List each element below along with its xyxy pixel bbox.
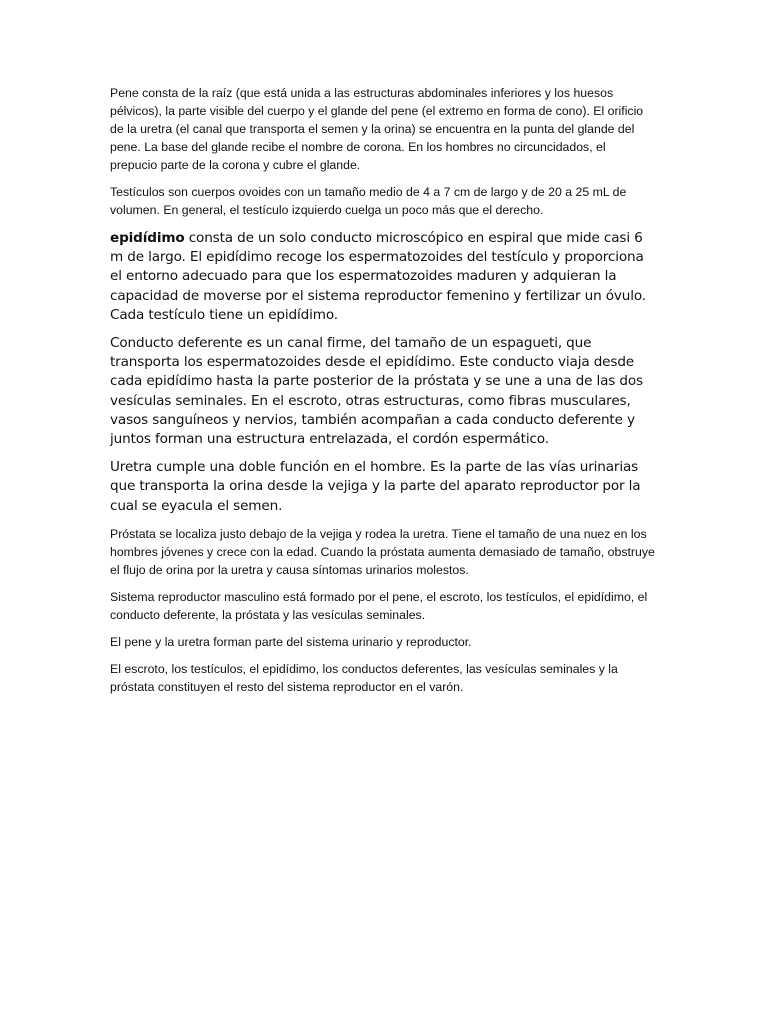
paragraph-pene-uretra: El pene y la uretra forman parte del sistema urinario y reproductor. xyxy=(110,634,472,649)
paragraph-sistema-reproductor: Sistema reproductor masculino está formado por el pene, el escroto, los testículos, el epidídimo, el conducto deferente, la próstata y las vesículas seminales. xyxy=(110,589,648,622)
paragraph-epididimo xyxy=(110,229,655,325)
paragraph-resto-sistema: El escroto, los testículos, el epidídimo, los conductos deferentes, las vesículas seminales y la próstata constituyen el resto del sistema reproductor en el varón. xyxy=(110,661,618,694)
paragraph-testiculos: Testículos son cuerpos ovoides con un tamaño medio de 4 a 7 cm de largo y de 20 a 25 mL de volumen. En general, el testículo izquierdo cuelga un poco más que el derecho. xyxy=(110,185,627,217)
term-epididimo: epidídimo xyxy=(110,230,185,246)
paragraph-uretra: Uretra cumple una doble función en el hombre. Es la parte de las vías urinarias que transporta la orina desde la vejiga y la parte del aparato reproductor por la cual se eyacula el semen. xyxy=(110,459,641,514)
paragraph-prostata: Próstata se localiza justo debajo de la vejiga y rodea la uretra. Tiene el tamaño de una nuez en los hombres jóvenes y crece con la edad. Cuando la próstata aumenta demasiado de tamaño, obstruye el flujo de orina por la uretra y causa síntomas urinarios molestos. xyxy=(110,526,655,577)
paragraph-conducto-deferente: Conducto deferente es un canal firme, del tamaño de un espagueti, que transporta los espermatozoides desde el epidídimo. Este conducto viaja desde cada epidídimo hasta la parte posterior de la próstata y se une a una de las dos vesículas seminales. En el escroto, otras estructuras, como fibras musculares, vasos sanguíneos y nervios, también acompañan a cada conducto deferente y juntos forman una estructura entrelazada, el cordón espermático. xyxy=(110,335,643,448)
paragraph-pene: Pene consta de la raíz (que está unida a las estructuras abdominales inferiores y los huesos pélvicos), la parte visible del cuerpo y el glande del pene (el extremo en forma de cono). El orificio de la uretra (el canal que transporta el semen y la orina) se encuentra en la punta del glande del pene. La base del glande recibe el nombre de corona. En los hombres no circuncidados, el prepucio parte de la corona y cubre el glande. xyxy=(110,86,644,172)
document-body xyxy=(110,84,655,705)
epididimo-text: consta de un solo conducto microscópico en espiral que mide casi 6 m de largo. El epidídimo recoge los espermatozoides del testículo y proporciona el entorno adecuado para que los espermatozoides maduren y adquieran la capacidad de moverse por el sistema reproductor femenino y fertilizar un óvulo. Cada testículo tiene un epidídimo. xyxy=(110,230,646,323)
